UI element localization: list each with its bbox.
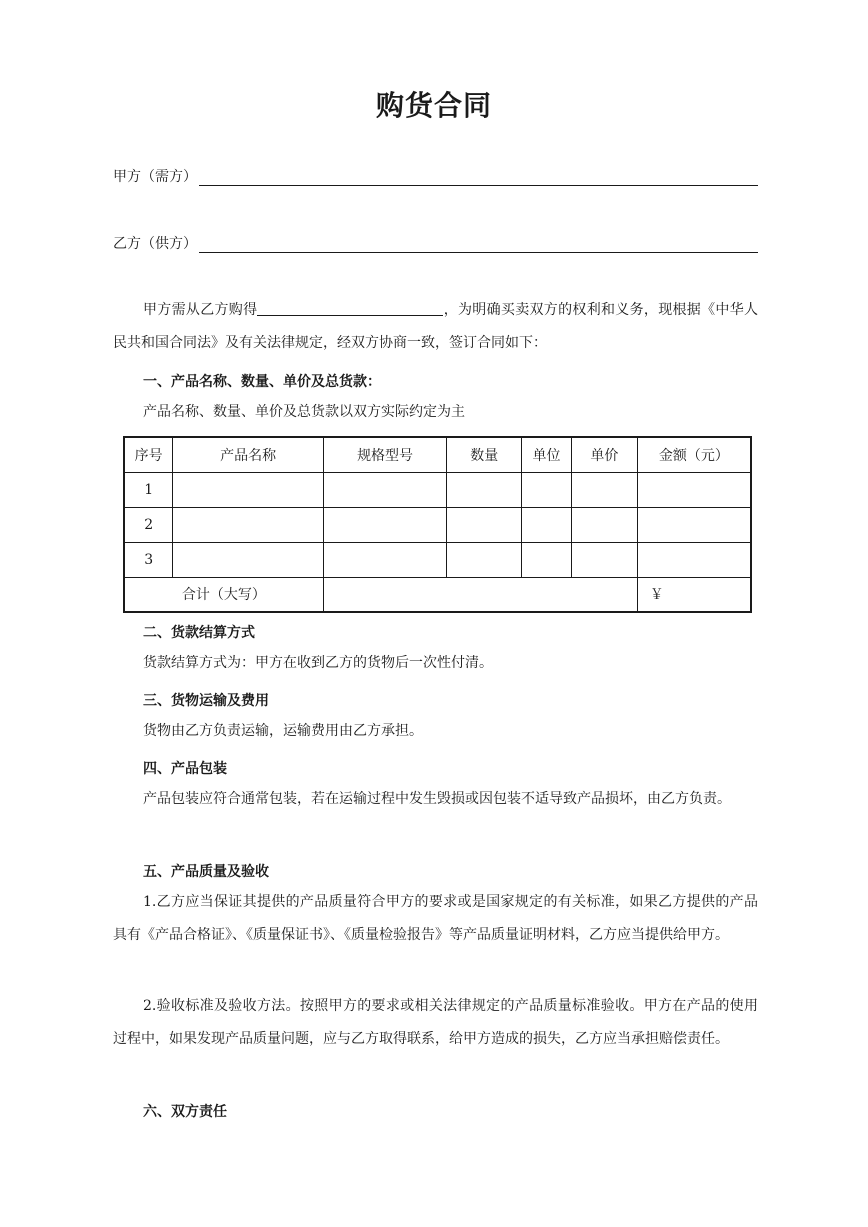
header-unit: 单位	[522, 437, 572, 472]
cell	[571, 542, 637, 577]
cell	[571, 472, 637, 507]
row-index: 3	[124, 542, 173, 577]
document-title: 购货合同	[375, 89, 492, 122]
total-in-words-cell	[323, 577, 637, 612]
section-5-item-2: 2.验收标准及验收方法。按照甲方的要求或相关法律规定的产品质量标准验收。甲方在产品的使用过程中，如果发现产品质量问题，应与乙方取得联系，给甲方造成的损失，乙方应当承担赔偿责任。	[113, 998, 758, 1047]
section-5-item-1: 1.乙方应当保证其提供的产品质量符合甲方的要求或是国家规定的有关标准，如果乙方提供的产品具有《产品合格证》、《质量保证书》、《质量检验报告》等产品质量证明材料，乙方应当提供给甲方。	[113, 894, 758, 943]
cell	[637, 507, 751, 542]
cell	[571, 507, 637, 542]
section-4-text: 产品包装应符合通常包装，若在运输过程中发生毁损或因包装不适导致产品损坏，由乙方负责。	[143, 791, 731, 807]
table-total-row	[124, 577, 751, 612]
table-row	[124, 542, 751, 577]
cell	[447, 472, 522, 507]
cell	[173, 542, 323, 577]
section-5-heading: 五、产品质量及验收	[143, 864, 269, 880]
cell	[323, 472, 447, 507]
cell	[323, 542, 447, 577]
table-header-row	[124, 437, 751, 472]
cell	[447, 507, 522, 542]
cell	[522, 542, 572, 577]
intro-before-text: 甲方需从乙方购得	[143, 302, 258, 318]
cell	[522, 472, 572, 507]
party-a-field	[113, 164, 758, 186]
cell	[173, 507, 323, 542]
cell	[522, 507, 572, 542]
header-product-name: 产品名称	[173, 437, 323, 472]
section-2-heading: 二、货款结算方式	[143, 625, 255, 641]
party-a-label: 甲方（需方）	[113, 169, 197, 185]
cell	[323, 507, 447, 542]
total-amount-yen: ￥	[637, 577, 751, 612]
intro-paragraph	[113, 294, 758, 360]
cell	[637, 542, 751, 577]
header-unit-price: 单价	[571, 437, 637, 472]
total-label: 合计（大写）	[124, 577, 323, 612]
section-1-text: 产品名称、数量、单价及总货款以双方实际约定为主	[143, 404, 465, 420]
section-3-heading: 三、货物运输及费用	[143, 693, 269, 709]
row-index: 2	[124, 507, 173, 542]
party-a-blank-line	[199, 169, 758, 186]
section-4-heading: 四、产品包装	[143, 761, 227, 777]
header-index: 序号	[124, 437, 173, 472]
header-spec-model: 规格型号	[323, 437, 447, 472]
cell	[447, 542, 522, 577]
cell	[173, 472, 323, 507]
intro-after-text: ，为明确买卖双方的权利和义务，现根据《中华人民共和国合同法》及有关法律规定，经双方协商一致，签订合同如下：	[113, 302, 759, 351]
product-blank-line	[257, 297, 443, 316]
party-b-label: 乙方（供方）	[113, 236, 197, 252]
party-b-field	[113, 231, 758, 253]
header-quantity: 数量	[447, 437, 522, 472]
table-row	[124, 472, 751, 507]
table-row	[124, 507, 751, 542]
section-1-heading: 一、产品名称、数量、单价及总货款：	[143, 374, 381, 390]
cell	[637, 472, 751, 507]
goods-table	[123, 436, 752, 613]
section-2-text: 货款结算方式为：甲方在收到乙方的货物后一次性付清。	[143, 655, 493, 671]
party-b-blank-line	[199, 236, 758, 253]
section-6-heading: 六、双方责任	[143, 1104, 227, 1120]
header-amount: 金额（元）	[637, 437, 751, 472]
section-3-text: 货物由乙方负责运输，运输费用由乙方承担。	[143, 723, 423, 739]
row-index: 1	[124, 472, 173, 507]
